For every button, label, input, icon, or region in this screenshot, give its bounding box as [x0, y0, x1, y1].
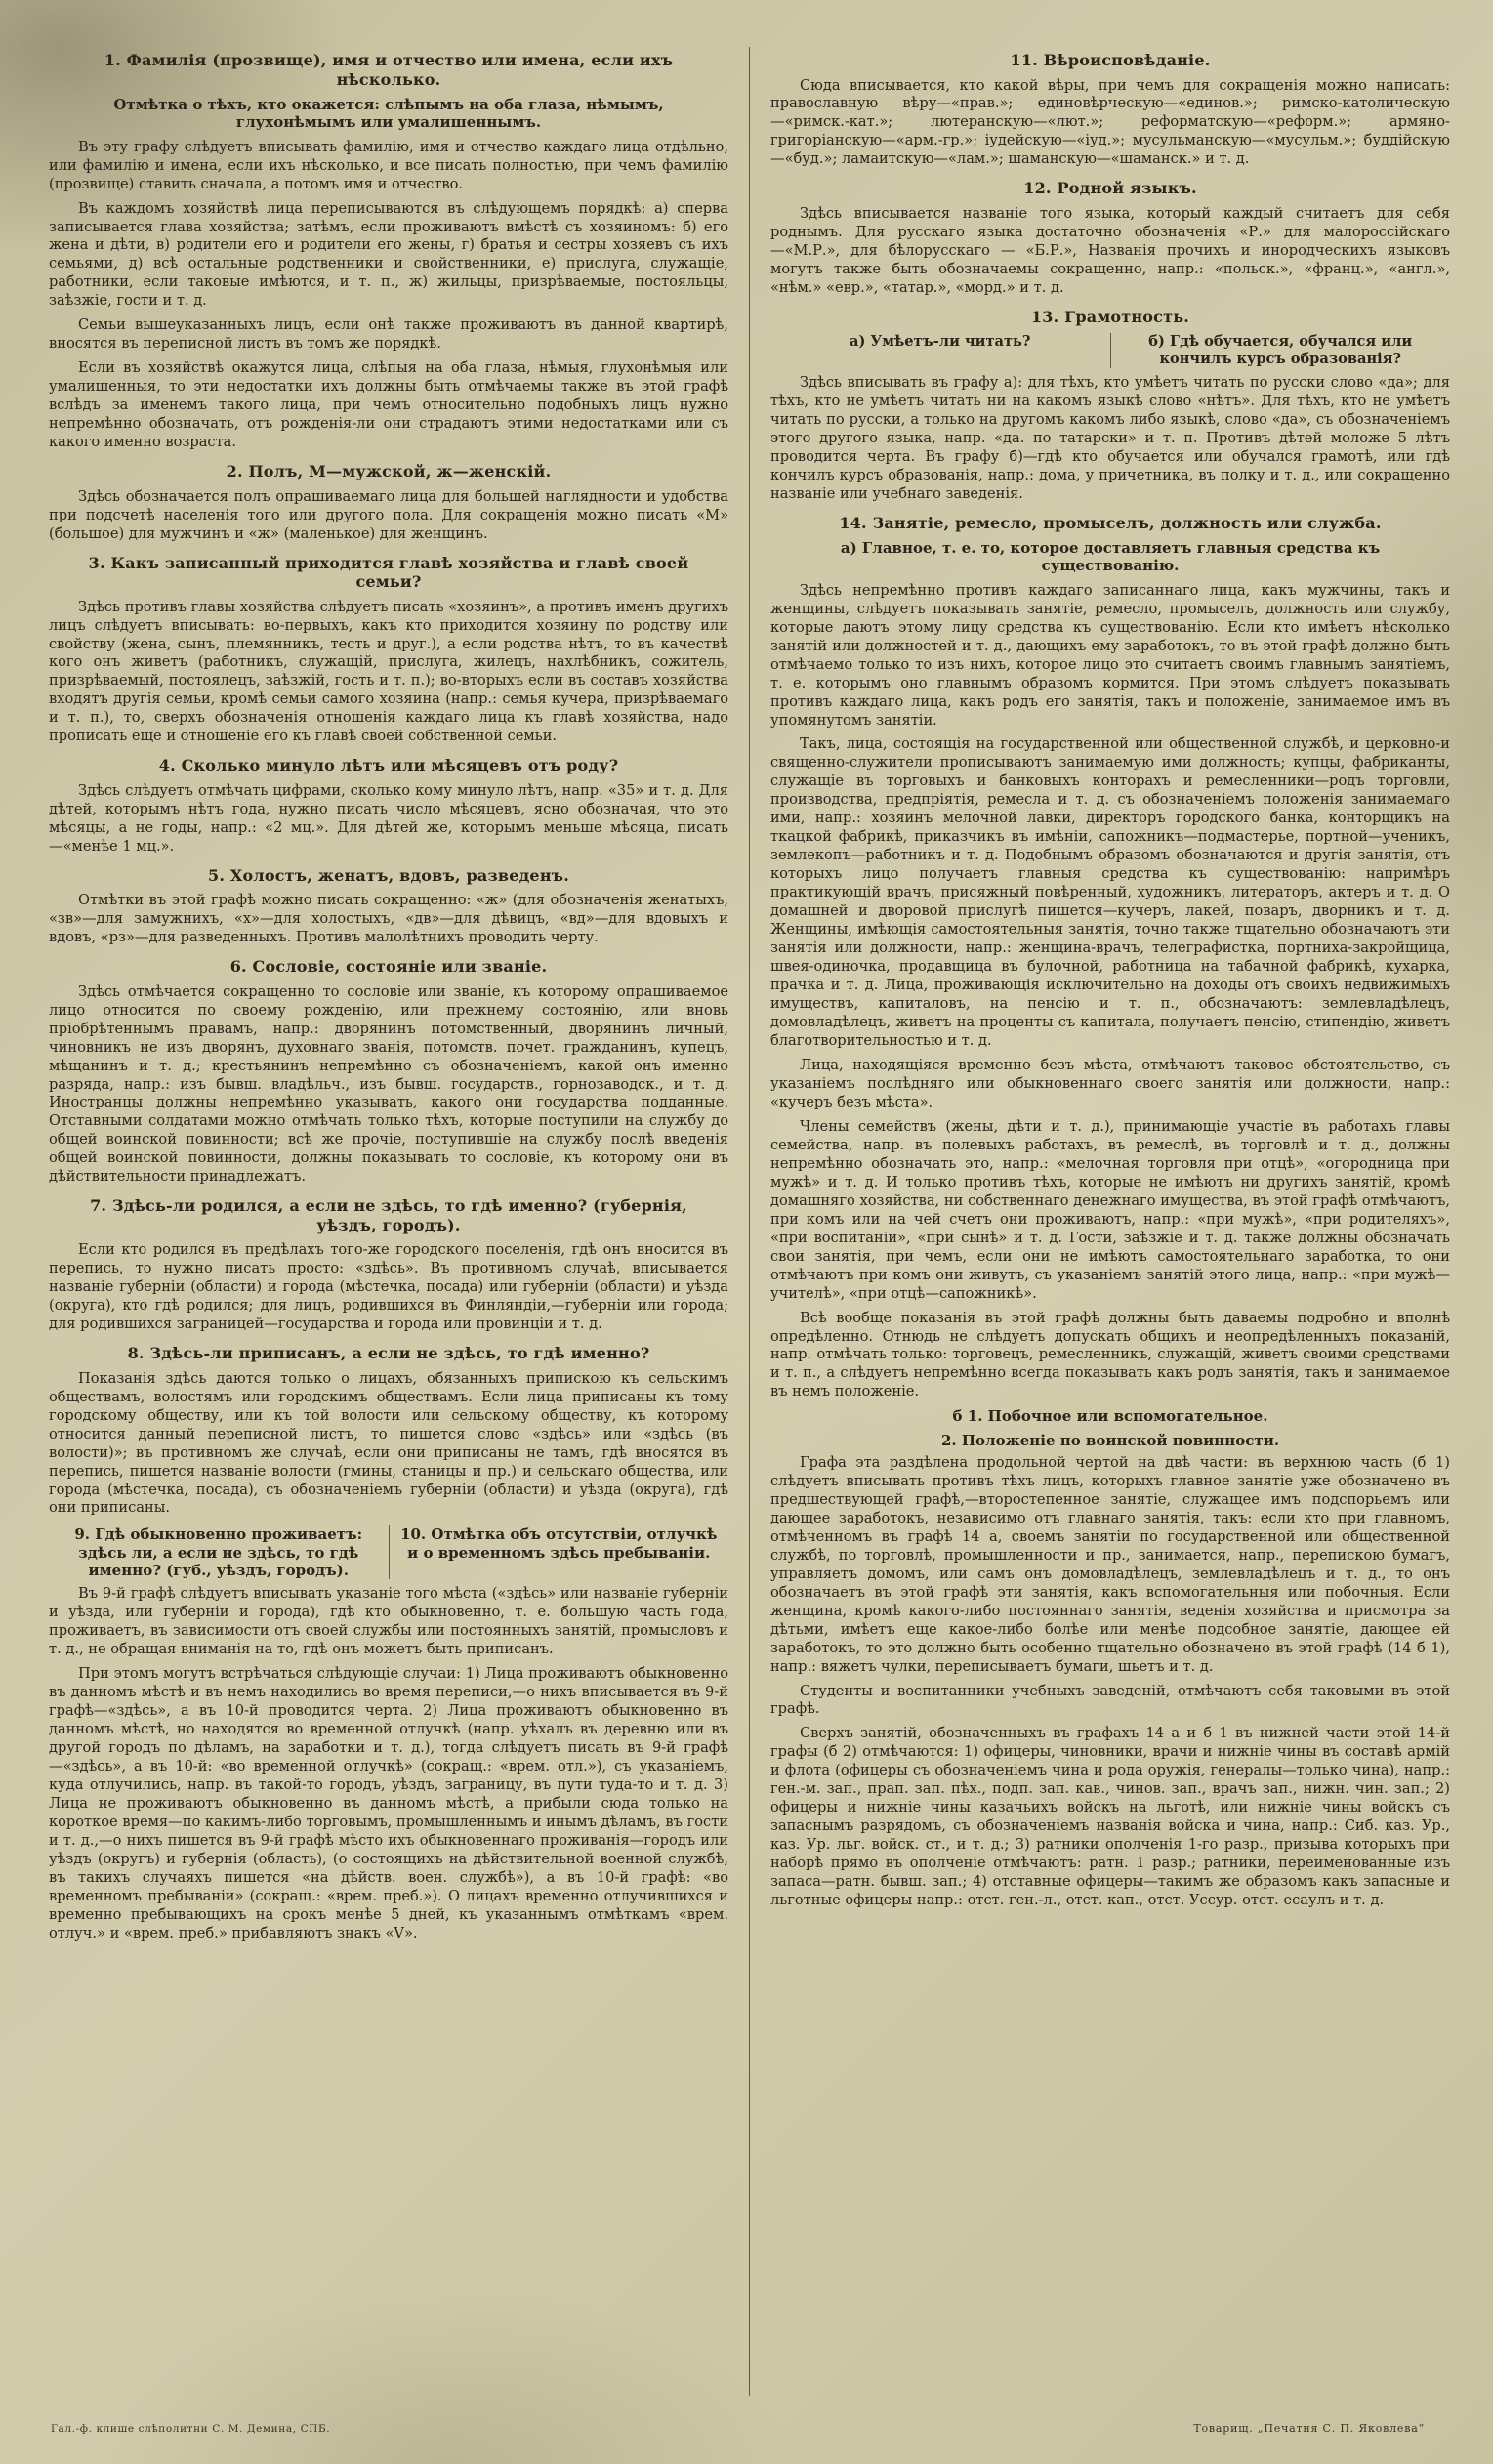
section-heading: 6. Сословіе, состояніе или званіе.	[229, 957, 548, 977]
section-subheading-1: б 1. Побочное или вспомогательное.	[952, 1407, 1268, 1426]
section-4	[49, 756, 728, 856]
subheading-a: а) Умѣетъ-ли читать?	[849, 333, 1031, 351]
paragraph: Здѣсь противъ главы хозяйства слѣдуетъ писать «хозяинъ», а противъ именъ другихъ лицъ слѣдуетъ вписывать: во-первыхъ, какъ кто приходится хозяину по родству или свойству (жена, сынъ, племянникъ, тесть и друг.), а если родства нѣтъ, то въ качествѣ кого онъ живетъ (работникъ, служащій, прислуга, жилецъ, нахлѣбникъ, сожитель, призрѣваемый, постоялецъ, заѣзжій, гость и т. п.); во-вторыхъ если въ составъ хозяйства входятъ другія семьи, кромѣ семьи самого хозяина (напр.: семья кучера, призрѣваемаго и т. п.), то, сверхъ обозначенія отношенія каждаго лица къ главѣ хозяйства, надо прописать еще и отношеніе его къ главѣ своей собственной семьи.	[49, 598, 728, 745]
paragraph: Здѣсь обозначается полъ опрашиваемаго лица для большей наглядности и удобства при подсчетѣ населенія того или другого пола. Для сокращенія можно писать «М» (большое) для мужчинъ и «ж» (маленькое) для женщинъ.	[49, 487, 728, 542]
paragraph: Отмѣтки въ этой графѣ можно писать сокращенно: «ж» (для обозначенія женатыхъ, «зв»—для замужнихъ, «х»—для холостыхъ, «дв»—для дѣвицъ, «вд»—для вдовыхъ и вдовъ, «рз»—для разведенныхъ. Противъ малолѣтнихъ проводить черту.	[49, 892, 728, 946]
section-13	[770, 308, 1450, 504]
paragraph: При этомъ могутъ встрѣчаться слѣдующіе случаи: 1) Лица проживаютъ обыкновенно въ данномъ мѣстѣ и въ немъ находились во время переписи,—о нихъ вписывается въ 9-й графѣ—«здѣсь», а въ 10-й проводится черта. 2) Лица проживаютъ обыкновенно въ данномъ мѣстѣ, но находятся во временной отлучкѣ (напр. уѣхалъ въ деревню или въ другой городъ по дѣламъ, на заработки и т. д.), тогда слѣдуетъ писать въ 9-й графѣ—«здѣсь», а въ 10-й: «во временной отлучкѣ» (сокращ.: «врем. отл.»), съ указаніемъ, куда отлучились, напр. въ такой-то городъ, уѣздъ, заграницу, въ пути туда-то и т. д. 3) Лица не проживаютъ обыкновенно въ данномъ мѣстѣ, а прибыли сюда только на короткое время—по какимъ-либо торговымъ, промышленнымъ и инымъ дѣламъ, въ гости и т. д.,—о нихъ пишется въ 9-й графѣ мѣсто ихъ обыкновеннаго проживанія—городъ или уѣздъ (округъ) и губернія (область), (о состоящихъ на дѣйствительной военной службѣ, въ такихъ случаяхъ пишется «на дѣйств. воен. службѣ»), а въ 10-й графѣ: «во временномъ пребываніи» (сокращ.: «врем. преб.»). О лицахъ временно отлучившихся и временно пребывающихъ на срокъ менѣе 5 дней, къ указаннымъ отмѣткамъ «врем. отлуч.» и «врем. преб.» прибавляютъ знакъ «V».	[49, 1665, 728, 1942]
section-subheading: Отмѣтка о тѣхъ, кто окажется: слѣпымъ на оба глаза, нѣмымъ, глухонѣмымъ или умалишеннымъ.	[113, 96, 664, 132]
section-heading: 3. Какъ записанный приходится главѣ хозяйства и главѣ своей семьи?	[88, 553, 689, 592]
section-11	[770, 51, 1450, 169]
printer-imprint-left: Гал.-ф. клише слѣполитни С. М. Демина, СПБ.	[51, 2423, 331, 2435]
paragraph: Лица, находящіяся временно безъ мѣста, отмѣчаютъ таковое обстоятельство, съ указаніемъ послѣдняго или обыкновеннаго своего занятія или должности, напр.: «кучеръ безъ мѣста».	[770, 1056, 1450, 1110]
paragraph: Такъ, лица, состоящія на государственной или общественной службѣ, и церковно-и священно-служители прописываютъ занимаемую ими должность; купцы, фабриканты, служащіе въ торговыхъ и банковыхъ конторахъ и ремесленники—родъ торговли, производства, предпріятія, ремесла и т. д. съ обозначеніемъ положенія занимаемаго ими, напр.: хозяинъ мелочной лавки, директоръ городского банка, конторщикъ на ткацкой фабрикѣ, приказчикъ въ имѣніи, сапожникъ—подмастерье, портной—ученикъ, землекопъ—работникъ и т. д. Подобнымъ образомъ обозначаются и другія занятія, отъ которыхъ лицо получаетъ главныя средства къ существованію: напримѣръ практикующій врачъ, присяжный повѣренный, художникъ, литераторъ, актеръ и т. д. О домашней и дворовой прислугѣ пишется—кучеръ, лакей, поваръ, дворникъ и т. д. Женщины, имѣющія самостоятельныя занятія, точно также тщательно обозначаютъ эти занятія или должности, напр.: женщина-врачъ, телеграфистка, портниха-закройщица, швея-одиночка, продавщица въ булочной, работница на табачной фабрикѣ, кухарка, прачка и т. д. Лица, проживающія исключительно на доходы отъ своихъ недвижимыхъ имуществъ, капиталовъ, на пенсію и т. п., обозначаютъ: землевладѣлецъ, домовладѣлецъ, живетъ на проценты съ капитала, получаетъ пенсію, стипендію, живетъ благотворительностью и т. д.	[770, 735, 1450, 1049]
section-heading: 13. Грамотность.	[1030, 307, 1190, 326]
section-heading: 1. Фамилія (прозвище), имя и отчество или имена, если ихъ нѣсколько.	[104, 51, 674, 89]
section-heading-left: 9. Гдѣ обыкновенно проживаетъ: здѣсь ли, а если не здѣсь, то гдѣ именно? (губ., уѣздъ, городъ).	[74, 1525, 363, 1580]
paragraph: Въ 9-й графѣ слѣдуетъ вписывать указаніе того мѣста («здѣсь» или названіе губерніи и уѣзда, или губерніи и города), гдѣ кто обыкновенно, т. е. большую часть года, проживаетъ, въ зависимости отъ своей службы или постоянныхъ занятій, промысловъ и т. д., не обращая вниманія на то, гдѣ онъ можетъ быть приписанъ.	[49, 1585, 728, 1658]
paragraph: Семьи вышеуказанныхъ лицъ, если онѣ также проживаютъ въ данной квартирѣ, вносятся въ переписной листъ въ томъ же порядкѣ.	[49, 316, 728, 353]
paragraph: Здѣсь вписывается названіе того языка, который каждый считаетъ для себя роднымъ. Для русскаго языка достаточно обозначенія «Р.» для малороссійскаго—«М.Р.», для бѣлорусскаго — «Б.Р.», Названія прочихъ и инородческихъ языковъ могутъ также быть обозначаемы сокращенно, напр.: «польск.», «франц.», «англ.», «нѣм.» «евр.», «татар.», «морд.» и т. д.	[770, 204, 1450, 296]
printer-imprint-right: Товарищ. „Печатня С. П. Яковлева“	[1193, 2422, 1425, 2435]
section-9-10-split-heading	[49, 1525, 728, 1579]
paragraph: Здѣсь слѣдуетъ отмѣчать цифрами, сколько кому минуло лѣтъ, напр. «35» и т. д. Для дѣтей, которымъ нѣтъ года, нужно писать число мѣсяцевъ, ясно обозначая, что это мѣсяцы, а не годы, напр.: «2 мц.». Для дѣтей же, которымъ меньше мѣсяца, писать—«менѣе 1 мц.».	[49, 781, 728, 855]
paragraph: Студенты и воспитанники учебныхъ заведеній, отмѣчаютъ себя таковыми въ этой графѣ.	[770, 1682, 1450, 1718]
section-14	[770, 514, 1450, 1402]
section-1	[49, 51, 728, 452]
section-6	[49, 957, 728, 1187]
paragraph: Въ эту графу слѣдуетъ вписывать фамилію, имя и отчество каждаго лица отдѣльно, или фамилію и имена, если ихъ нѣсколько, и все писать полностью, при чемъ фамилію (прозвище) ставить сначала, а потомъ имя и отчество.	[49, 138, 728, 192]
section-subheading: а) Главное, т. е. то, которое доставляетъ главныя средства къ существованію.	[840, 539, 1381, 575]
section-heading: 8. Здѣсь-ли приписанъ, а если не здѣсь, то гдѣ именно?	[127, 1344, 650, 1363]
paragraph: Сверхъ занятій, обозначенныхъ въ графахъ 14 а и б 1 въ нижней части этой 14-й графы (б 2) отмѣчаются: 1) офицеры, чиновники, врачи и нижніе чины въ составѣ армій и флота (офицеры съ обозначеніемъ чина и рода оружія, генералы—только чина), напр.: ген.-м. зап., прап. зап. пѣх., подп. зап. кав., чинов. зап., врачъ зап., нижн. чин. зап.; 2) офицеры и нижніе чины казачьихъ войскъ на льготѣ, или нижніе чины войскъ съ запаснымъ разрядомъ, съ обозначеніемъ названія войска и чина, напр.: Сиб. каз. Ур., каз. Ур. льг. войск. ст., и т. д.; 3) ратники ополченія 1-го разр., призыва которыхъ при наборѣ прямо въ ополченіе отмѣчаютъ: ратн. 1 разр.; ратники, переименованные изъ запаса—ратн. бывш. зап.; 4) отставные офицеры—такимъ же образомъ какъ запасные и льготные офицеры напр.: отст. ген.-л., отст. кап., отст. Уссур. отст. есаулъ и т. д.	[770, 1725, 1450, 1909]
section-12	[770, 179, 1450, 297]
paragraph: Всѣ вообще показанія въ этой графѣ должны быть даваемы подробно и вполнѣ опредѣленно. Отнюдь не слѣдуетъ допускать общихъ и неопредѣленныхъ показаній, напр. отмѣчать только: торговецъ, ремесленникъ, служащій, живетъ своими средствами и т. п., а слѣдуетъ непремѣнно всегда показывать какъ родъ занятія, такъ и занимаемое въ немъ положеніе.	[770, 1309, 1450, 1400]
section-heading: 11. Вѣроисповѣданіе.	[1010, 51, 1211, 69]
column-divider-rule	[749, 47, 750, 2396]
section-3	[49, 554, 728, 747]
section-heading: 5. Холостъ, женатъ, вдовъ, разведенъ.	[208, 865, 569, 885]
section-heading-right: 10. Отмѣтка объ отсутствіи, отлучкѣ и о временномъ здѣсь пребываніи.	[389, 1525, 729, 1579]
right-column	[770, 41, 1450, 2405]
section-5	[49, 866, 728, 947]
paragraph: Здѣсь вписывать въ графу а): для тѣхъ, кто умѣетъ читать по русски слово «да»; для тѣхъ, кто не умѣетъ читать ни на какомъ языкѣ слово «нѣтъ». Для тѣхъ, кто не умѣетъ читать по русски, а только на другомъ какомъ либо языкѣ, слово «да», съ обозначеніемъ этого другого языка, напр. «да. по татарски» и т. п. Противъ дѣтей моложе 5 лѣтъ проводится черта. Въ графу б)—гдѣ кто обучается или обучался грамотѣ, или гдѣ кончилъ курсъ образованія, напр.: дома, у причетника, въ полку и т. д., или сокращенно названіе или учебнаго заведенія.	[770, 373, 1450, 502]
section-9-10	[49, 1525, 728, 1942]
paragraph: Здѣсь непремѣнно противъ каждаго записаннаго лица, какъ мужчины, такъ и женщины, слѣдуетъ показывать занятіе, ремесло, промыселъ, должность или службу, которые даютъ этому лицу средства къ существованію. Если кто имѣетъ нѣсколько занятій или должностей и т. д., дающихъ ему заработокъ, то въ этой графѣ должно быть отмѣчаемо только то изъ нихъ, которое лицо это считаетъ своимъ главнымъ занятіемъ, т. е. которымъ оно главнымъ образомъ кормится. При этомъ слѣдуетъ показывать противъ каждаго лица, какъ родъ его занятія, такъ и положеніе, занимаемое имъ въ упомянутомъ занятіи.	[770, 581, 1450, 729]
subheading-b: б) Гдѣ обучается, обучался или кончилъ курсъ образованія?	[1110, 333, 1451, 368]
section-heading: 2. Полъ, М—мужской, ж—женскій.	[226, 462, 552, 481]
section-heading: 4. Сколько минуло лѣтъ или мѣсяцевъ отъ роду?	[158, 756, 619, 775]
paragraph: Члены семействъ (жены, дѣти и т. д.), принимающіе участіе въ работахъ главы семейства, напр. въ полевыхъ работахъ, въ ремеслѣ, въ торговлѣ и т. д., должны непремѣнно обозначать это, напр.: «мелочная торговля при отцѣ», «огородница при мужѣ» и т. д. И только противъ тѣхъ, которые не имѣютъ ни другихъ занятій, кромѣ домашняго хозяйства, ни собственнаго денежнаго имущества, въ этой графѣ отмѣчаютъ, при комъ или на чей счетъ они проживаютъ, напр.: «при мужѣ», «при родителяхъ», «при воспитаніи», «при сынѣ» и т. д. Гости, заѣзжіе и т. д. также должны обозначать свои занятія, при чемъ, если они не имѣютъ самостоятельнаго заработка, то они отмѣчаютъ при комъ они живутъ, съ указаніемъ занятій этого лица, напр.: «при мужѣ—учителѣ», «при отцѣ—сапожникѣ».	[770, 1117, 1450, 1302]
page-content	[49, 41, 1450, 2405]
paragraph: Сюда вписывается, кто какой вѣры, при чемъ для сокращенія можно написать: православную вѣру—«прав.»; единовѣрческую—«единов.»; римско-католическую—«римск.-кат.»; лютеранскую—«лют.»; реформатскую—«реформ.»; армяно-григоріанскую—«арм.-гр.»; іудейскую—«іуд.»; мусульманскую—«мусульм.»; буддійскую—«буд.»; ламаитскую—«лам.»; шаманскую—«шаманск.» и т. д.	[770, 76, 1450, 168]
section-13-subheadings	[770, 333, 1450, 368]
section-8	[49, 1344, 728, 1518]
paragraph: Если кто родился въ предѣлахъ того-же городского поселенія, гдѣ онъ вносится въ перепись, то нужно писать просто: «здѣсь». Въ противномъ случаѣ, вписывается названіе губерніи (области) и города (мѣстечка, посада) или губерніи (области) и уѣзда (округа), кто гдѣ родился; для лицъ, родившихся въ Финляндіи,—губерніи или города; для родившихся заграницей—государства и города или провинціи и т. д.	[49, 1241, 728, 1333]
paragraph: Графа эта раздѣлена продольной чертой на двѣ части: въ верхнюю часть (б 1) слѣдуетъ вписывать противъ тѣхъ лицъ, которыхъ главное занятіе уже обозначено въ предшествующей графѣ,—второстепенное занятіе, служащее имъ подспорьемъ или дающее заработокъ, независимо отъ главнаго занятія, такъ: если кто при главномъ, отмѣченномъ въ графѣ 14 а, своемъ занятіи по государственной или общественной службѣ, по торговлѣ, промышленности и пр., занимается, напр., перепискою бумагъ, управляетъ домомъ, или самъ онъ домовладѣлецъ, землевладѣлецъ и т. д., то онъ обозначаетъ въ этой графѣ эти занятія, какъ вспомогательныя или побочныя. Если женщина, кромѣ какого-либо постояннаго занятія, веденія хозяйства и присмотра за дѣтьми, имѣетъ еще какое-либо болѣе или менѣе подсобное занятіе, дающее ей заработокъ, то это должно быть особенно тщательно обозначено въ этой графѣ (14 б 1), напр.: вяжетъ чулки, переписываетъ бумаги, шьетъ и т. д.	[770, 1453, 1450, 1675]
section-heading: 7. Здѣсь-ли родился, а если не здѣсь, то гдѣ именно? (губернія, уѣздъ, городъ).	[90, 1196, 687, 1234]
section-2	[49, 462, 728, 543]
section-heading: 14. Занятіе, ремесло, промыселъ, должность или служба.	[839, 513, 1382, 532]
paragraph: Показанія здѣсь даются только о лицахъ, обязанныхъ припискою къ сельскимъ обществамъ, волостямъ или городскимъ обществамъ. Если лица приписаны къ тому городскому обществу, или къ той волости или сельскому обществу, къ которому относится данный переписной листъ, то пишется слово «здѣсь» или «здѣсь (въ волости)»; въ противномъ же случаѣ, если они приписаны не тамъ, гдѣ вносятся въ перепись, пишется названіе волости (гмины, станицы и пр.) и сельскаго общества, или города (мѣстечка, посада), съ обозначеніемъ губерніи (области) и уѣзда (округа), гдѣ они приписаны.	[49, 1369, 728, 1517]
left-column	[49, 41, 728, 2405]
section-14b	[770, 1407, 1450, 1910]
section-7	[49, 1196, 728, 1334]
paragraph: Въ каждомъ хозяйствѣ лица переписываются въ слѣдующемъ порядкѣ: а) сперва записывается глава хозяйства; затѣмъ, если проживаютъ вмѣстѣ съ хозяиномъ: б) его жена и дѣти, в) родители его и родители его жены, г) братья и сестры хозяевъ съ ихъ семьями, д) всѣ остальные родственники и свойственники, е) прислуга, служащіе, работники, если таковые имѣются, и т. п., ж) жильцы, призрѣваемые, постояльцы, заѣзжіе, гости и т. д.	[49, 199, 728, 310]
section-heading: 12. Родной языкъ.	[1023, 179, 1197, 198]
paragraph: Здѣсь отмѣчается сокращенно то сословіе или званіе, къ которому опрашиваемое лицо относится по своему рожденію, или прежнему состоянію, или вновь пріобрѣтеннымъ правамъ, напр.: дворянинъ потомственный, дворянинъ личный, чиновникъ не изъ дворянъ, духовнаго званія, потомств. почет. гражданинъ, купецъ, мѣщанинъ и т. д.; крестьянинъ непремѣнно съ обозначеніемъ, какой онъ именно разряда, напр.: изъ бывш. владѣльч., изъ бывш. государств., горнозаводск., и т. д. Иностранцы должны непремѣнно указывать, какого они государства подданные. Отставными солдатами можно отмѣчать только тѣхъ, которые поступили на службу до общей воинской повинности; всѣ же прочіе, поступившіе на службу послѣ введенія общей воинской повинности, должны показывать то сословіе, къ которому они въ дѣйствительности принадлежатъ.	[49, 982, 728, 1186]
section-subheading-2: 2. Положеніе по воинской повинности.	[940, 1432, 1280, 1450]
paragraph: Если въ хозяйствѣ окажутся лица, слѣпыя на оба глаза, нѣмыя, глухонѣмыя или умалишенныя, то эти недостатки ихъ должны быть отмѣчаемы также въ этой графѣ вслѣдъ за именемъ такого лица, при чемъ относительно подобныхъ лицъ нужно непремѣнно обозначать, отъ рожденія-ли они страдаютъ этими недостатками или съ какого именно возраста.	[49, 359, 728, 451]
